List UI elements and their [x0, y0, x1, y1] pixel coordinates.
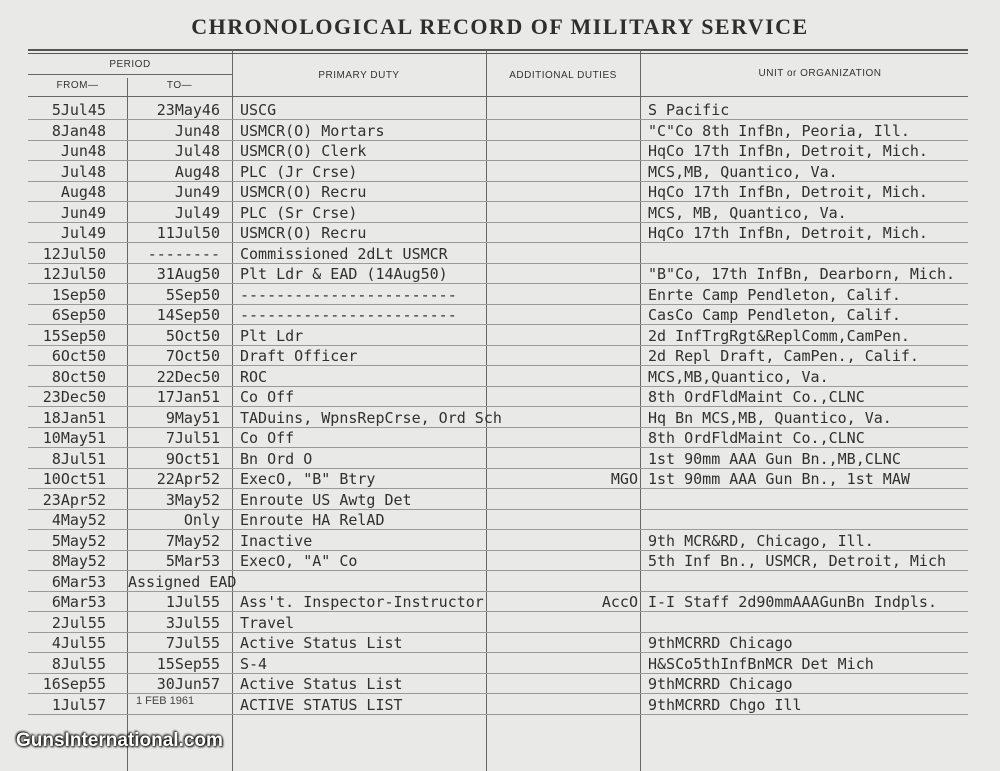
to-cell: 17Jan51 [156, 388, 220, 406]
duty-cell: Inactive [240, 531, 313, 550]
table-row [0, 203, 1000, 223]
duty-cell: Co Off [240, 388, 295, 406]
table-row [0, 264, 1000, 284]
from-cell: 15Sep50 [42, 326, 106, 345]
to-cell: 9Oct51 [165, 449, 220, 468]
from-cell: 2Jul55 [51, 613, 106, 632]
from-cell: 8May52 [51, 552, 106, 570]
to-cell: Only [183, 511, 220, 529]
duty-cell: PLC (Jr Crse) [240, 162, 358, 181]
period-rule [28, 74, 232, 75]
table-row [0, 572, 1000, 592]
to-cell: 22Apr52 [156, 470, 220, 488]
table-row [0, 408, 1000, 428]
unit-cell: MCS,MB,Quantico, Va. [648, 367, 829, 386]
unit-cell: I-I Staff 2d90mmAAAGunBn Indpls. [648, 593, 937, 611]
unit-cell: H&SCo5thInfBnMCR Det Mich [648, 654, 874, 673]
duty-cell: Active Status List [240, 675, 403, 693]
duty-cell: Co Off [240, 429, 295, 447]
to-cell: Jul48 [174, 142, 220, 160]
from-cell: 23Apr52 [42, 490, 106, 509]
from-cell: 12Jul50 [42, 265, 106, 283]
duty-cell: ExecO, "A" Co [240, 552, 358, 570]
duty-cell: S-4 [240, 654, 268, 673]
table-row [0, 244, 1000, 264]
to-cell: 7Jul55 [165, 634, 220, 652]
duty-cell: ROC [240, 367, 268, 386]
table-row [0, 654, 1000, 674]
unit-cell: HqCo 17th InfBn, Detroit, Mich. [648, 183, 928, 201]
unit-cell: 9thMCRRD Chgo Ill [648, 695, 802, 714]
header-additional-duties: ADDITIONAL DUTIES [509, 70, 617, 81]
unit-cell: HqCo 17th InfBn, Detroit, Mich. [648, 224, 928, 242]
duty-cell: Plt Ldr [240, 326, 304, 345]
to-cell: 3May52 [165, 490, 220, 509]
duty-cell: Ass't. Inspector-Instructor [240, 593, 484, 611]
table-row [0, 326, 1000, 346]
to-cell: 22Dec50 [156, 367, 220, 386]
unit-cell: 2d InfTrgRgt&ReplComm,CamPen. [648, 326, 910, 345]
table-row [0, 141, 1000, 161]
to-cell: Jun49 [174, 183, 220, 201]
table-row [0, 428, 1000, 448]
to-cell: 1Jul55 [165, 593, 220, 611]
duty-cell: Commissioned 2dLt USMCR [240, 244, 448, 263]
unit-cell: HqCo 17th InfBn, Detroit, Mich. [648, 142, 928, 160]
from-cell: Jul48 [60, 162, 106, 181]
header-from: FROM— [56, 80, 99, 91]
unit-cell: Hq Bn MCS,MB, Quantico, Va. [648, 408, 892, 427]
from-cell: Aug48 [60, 183, 106, 201]
from-cell: 16Sep55 [42, 675, 106, 693]
table-row [0, 674, 1000, 694]
unit-cell: Enrte Camp Pendleton, Calif. [648, 285, 901, 304]
table-row [0, 100, 1000, 120]
duty-cell: ExecO, "B" Btry [240, 470, 376, 488]
to-cell: 5Mar53 [165, 552, 220, 570]
from-cell: 6Mar53 [51, 593, 106, 611]
to-cell: 15Sep55 [156, 654, 220, 673]
table-row [0, 510, 1000, 530]
to-cell: 7Oct50 [165, 347, 220, 365]
header-period: PERIOD [109, 59, 151, 70]
from-cell: Jun49 [60, 203, 106, 222]
to-cell: Assigned EAD [128, 572, 237, 591]
table-row [0, 592, 1000, 612]
unit-cell: MCS,MB, Quantico, Va. [648, 162, 838, 181]
unit-cell: S Pacific [648, 101, 730, 119]
unit-cell: 1st 90mm AAA Gun Bn., 1st MAW [648, 470, 910, 488]
duty-cell: USMCR(O) Recru [240, 183, 367, 201]
from-cell: 12Jul50 [42, 244, 106, 263]
unit-cell: "B"Co, 17th InfBn, Dearborn, Mich. [648, 265, 956, 283]
duty-cell: Active Status List [240, 634, 403, 652]
header-primary-duty: PRIMARY DUTY [318, 70, 400, 81]
to-cell: 7May52 [165, 531, 220, 550]
unit-cell: "C"Co 8th InfBn, Peoria, Ill. [648, 121, 910, 140]
table-row [0, 613, 1000, 633]
table-row [0, 531, 1000, 551]
from-cell: 6Mar53 [51, 572, 106, 591]
from-cell: 4May52 [51, 511, 106, 529]
duty-cell: Draft Officer [240, 347, 358, 365]
to-cell: Jun48 [174, 121, 220, 140]
to-cell: Jul49 [174, 203, 220, 222]
from-cell: Jul49 [60, 224, 106, 242]
to-cell: 30Jun57 [156, 675, 220, 693]
from-cell: 8Oct50 [51, 367, 106, 386]
to-cell: 7Jul51 [165, 429, 220, 447]
additional-duty-cell: MGO [610, 470, 638, 488]
unit-cell: 8th OrdFldMaint Co.,CLNC [648, 388, 865, 406]
duty-cell: TADuins, WpnsRepCrse, Ord Sch [240, 408, 502, 427]
table-row [0, 469, 1000, 489]
from-cell: 8Jan48 [51, 121, 106, 140]
from-cell: 10May51 [42, 429, 106, 447]
duty-cell: ACTIVE STATUS LIST [240, 695, 403, 714]
to-cell: 9May51 [165, 408, 220, 427]
to-cell: Aug48 [174, 162, 220, 181]
table-row [0, 162, 1000, 182]
from-cell: 1Jul57 [51, 695, 106, 714]
table-row [0, 551, 1000, 571]
table-row [0, 490, 1000, 510]
from-cell: 5May52 [51, 531, 106, 550]
watermark: GunsInternational.com [16, 730, 223, 751]
top-rule-2 [28, 53, 968, 54]
unit-cell: CasCo Camp Pendleton, Calif. [648, 306, 901, 324]
unit-cell: MCS, MB, Quantico, Va. [648, 203, 847, 222]
duty-cell: Bn Ord O [240, 449, 313, 468]
date-stamp: 1 FEB 1961 [136, 695, 195, 707]
row-rule [28, 714, 968, 715]
table-row [0, 285, 1000, 305]
duty-cell: USMCR(O) Recru [240, 224, 367, 242]
duty-cell: ------------------------ [240, 285, 457, 304]
from-cell: 8Jul55 [51, 654, 106, 673]
from-cell: 6Sep50 [51, 306, 106, 324]
duty-cell: ------------------------ [240, 306, 457, 324]
to-cell: -------- [147, 244, 220, 263]
table-row [0, 182, 1000, 202]
duty-cell: Enroute US Awtg Det [240, 490, 412, 509]
unit-cell: 9thMCRRD Chicago [648, 675, 793, 693]
unit-cell: 9thMCRRD Chicago [648, 634, 793, 652]
from-cell: 23Dec50 [42, 388, 106, 406]
table-row [0, 305, 1000, 325]
from-cell: 1Sep50 [51, 285, 106, 304]
duty-cell: Travel [240, 613, 295, 632]
to-cell: 23May46 [156, 101, 220, 119]
table-row [0, 346, 1000, 366]
from-cell: 8Jul51 [51, 449, 106, 468]
duty-cell: Plt Ldr & EAD (14Aug50) [240, 265, 448, 283]
duty-cell: USMCR(O) Clerk [240, 142, 367, 160]
table-row [0, 633, 1000, 653]
unit-cell: 8th OrdFldMaint Co.,CLNC [648, 429, 865, 447]
table-row [0, 367, 1000, 387]
duty-cell: USCG [240, 101, 277, 119]
unit-cell: 5th Inf Bn., USMCR, Detroit, Mich [648, 552, 947, 570]
unit-cell: 1st 90mm AAA Gun Bn.,MB,CLNC [648, 449, 901, 468]
header-unit: UNIT or ORGANIZATION [758, 68, 882, 79]
duty-cell: PLC (Sr Crse) [240, 203, 358, 222]
from-cell: 10Oct51 [42, 470, 106, 488]
unit-cell: 9th MCR&RD, Chicago, Ill. [648, 531, 874, 550]
to-cell: 5Oct50 [165, 326, 220, 345]
from-cell: 6Oct50 [51, 347, 106, 365]
page-title: CHRONOLOGICAL RECORD OF MILITARY SERVICE [191, 14, 809, 39]
additional-duty-cell: AccO [601, 593, 638, 611]
to-cell: 11Jul50 [156, 224, 220, 242]
table-row [0, 387, 1000, 407]
to-cell: 31Aug50 [156, 265, 220, 283]
unit-cell: 2d Repl Draft, CamPen., Calif. [648, 347, 919, 365]
table-row [0, 223, 1000, 243]
from-cell: Jun48 [60, 142, 106, 160]
from-cell: 18Jan51 [42, 408, 106, 427]
top-rule [28, 49, 968, 51]
duty-cell: USMCR(O) Mortars [240, 121, 385, 140]
to-cell: 14Sep50 [156, 306, 220, 324]
to-cell: 3Jul55 [165, 613, 220, 632]
header-to: TO— [166, 80, 193, 91]
header-rule [28, 96, 968, 97]
from-cell: 4Jul55 [51, 634, 106, 652]
from-cell: 5Jul45 [51, 101, 106, 119]
table-row [0, 121, 1000, 141]
table-row [0, 449, 1000, 469]
duty-cell: Enroute HA RelAD [240, 511, 385, 529]
to-cell: 5Sep50 [165, 285, 220, 304]
